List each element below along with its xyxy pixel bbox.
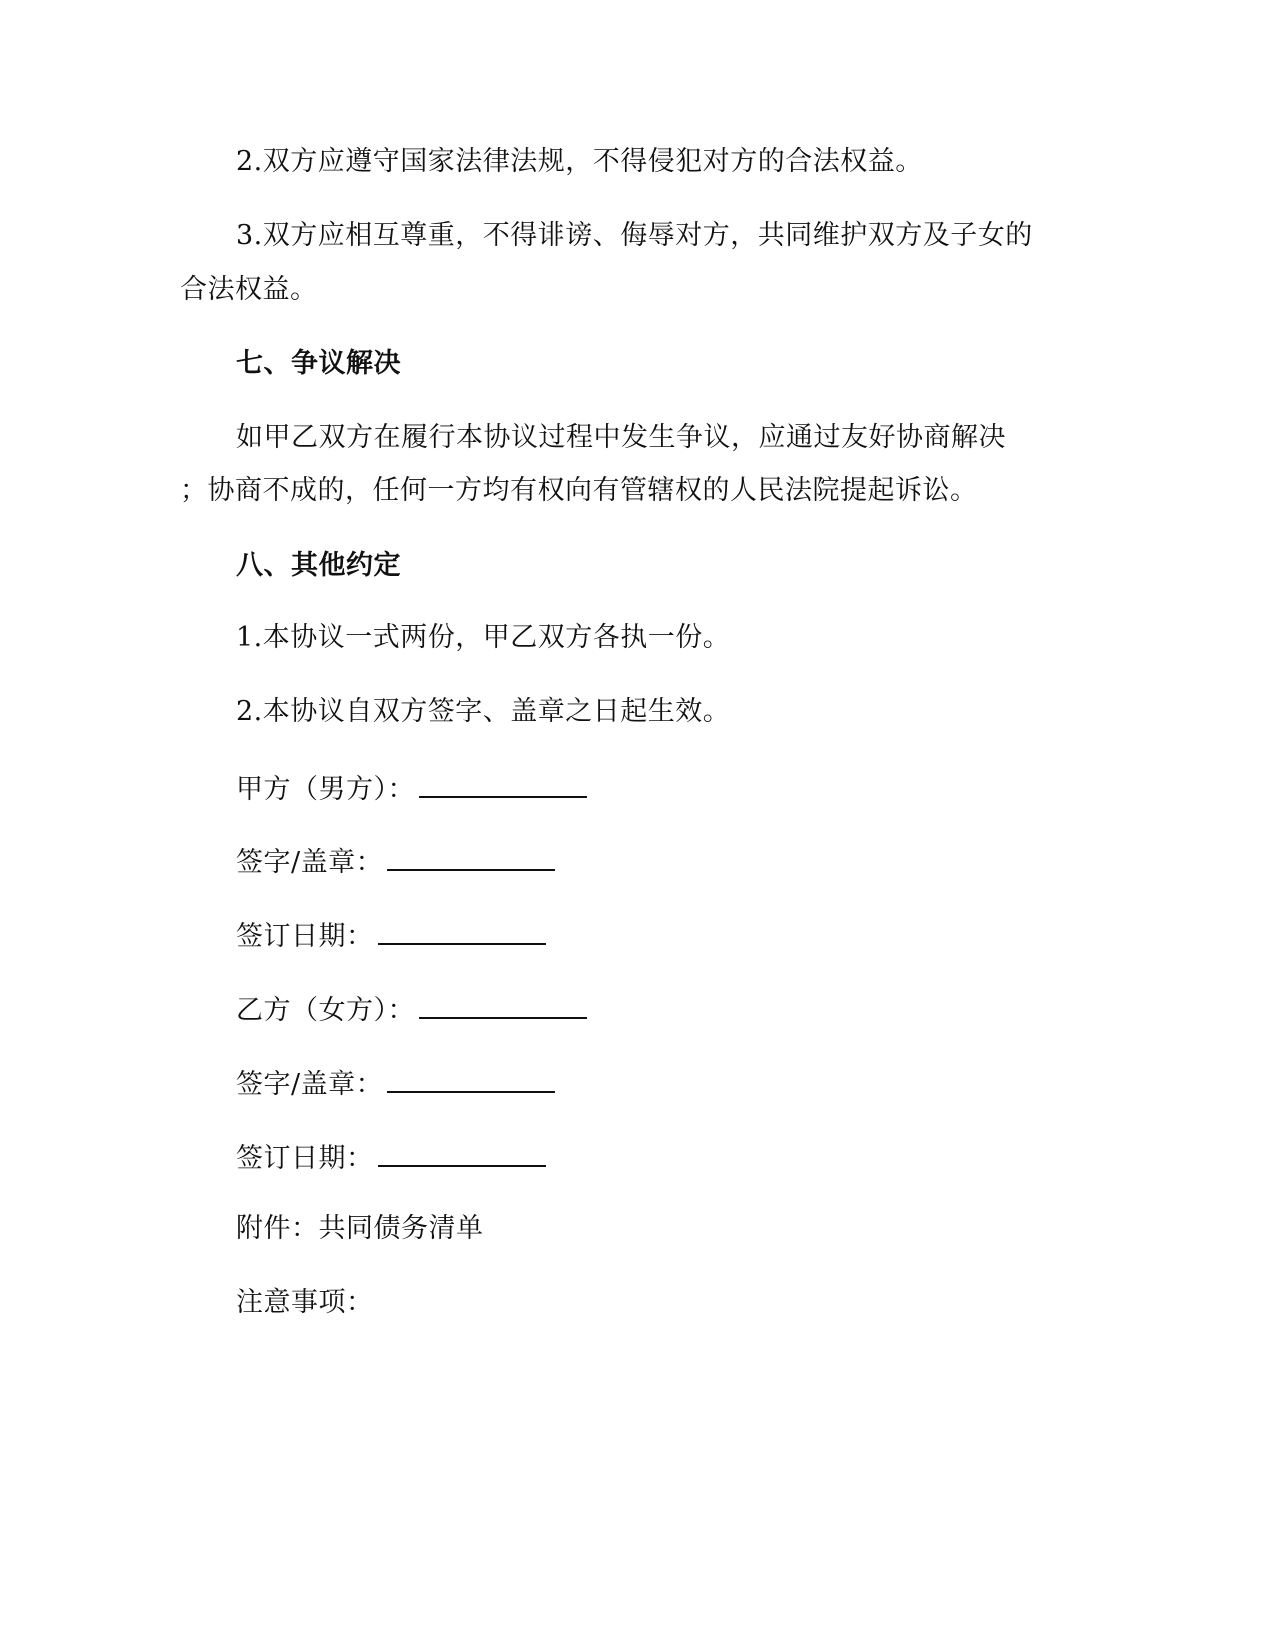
party-a-label: 甲方（男方）： xyxy=(236,774,415,805)
clause-8-2: 2.本协议自双方签字、盖章之日起生效。 xyxy=(236,696,731,727)
party-b-sign-label: 签字/盖章： xyxy=(236,1069,384,1100)
party-b-sign-blank xyxy=(387,1063,555,1093)
party-a-row xyxy=(236,768,587,808)
clause-8-1: 1.本协议一式两份，甲乙双方各执一份。 xyxy=(236,622,731,653)
clause-6-3-line1: 3.双方应相互尊重，不得诽谤、侮辱对方，共同维护双方及子女的 xyxy=(236,220,1033,251)
clause-6-2: 2.双方应遵守国家法律法规，不得侵犯对方的合法权益。 xyxy=(236,146,923,177)
notes-label: 注意事项： xyxy=(236,1287,374,1318)
attachment-line: 附件：共同债务清单 xyxy=(236,1213,484,1244)
party-a-sign-label: 签字/盖章： xyxy=(236,847,384,878)
section-8-heading: 八、其他约定 xyxy=(236,550,401,581)
party-a-blank xyxy=(419,768,587,798)
party-b-blank xyxy=(419,989,587,1019)
party-a-sign-row xyxy=(236,841,555,881)
party-b-label: 乙方（女方）： xyxy=(236,995,415,1026)
party-a-date-label: 签订日期： xyxy=(236,921,374,952)
party-a-date-blank xyxy=(378,915,546,945)
party-b-date-label: 签订日期： xyxy=(236,1143,374,1174)
party-a-date-row xyxy=(236,915,546,955)
party-b-date-blank xyxy=(378,1137,546,1167)
clause-6-3-line2: 合法权益。 xyxy=(180,274,318,305)
party-b-row xyxy=(236,989,587,1029)
section-7-para-line2: ；协商不成的，任何一方均有权向有管辖权的人民法院提起诉讼。 xyxy=(180,475,978,506)
section-7-heading: 七、争议解决 xyxy=(236,348,401,379)
party-b-sign-row xyxy=(236,1063,555,1103)
party-a-sign-blank xyxy=(387,841,555,871)
party-b-date-row xyxy=(236,1137,546,1177)
section-7-para-line1: 如甲乙双方在履行本协议过程中发生争议，应通过友好协商解决 xyxy=(236,422,1006,453)
